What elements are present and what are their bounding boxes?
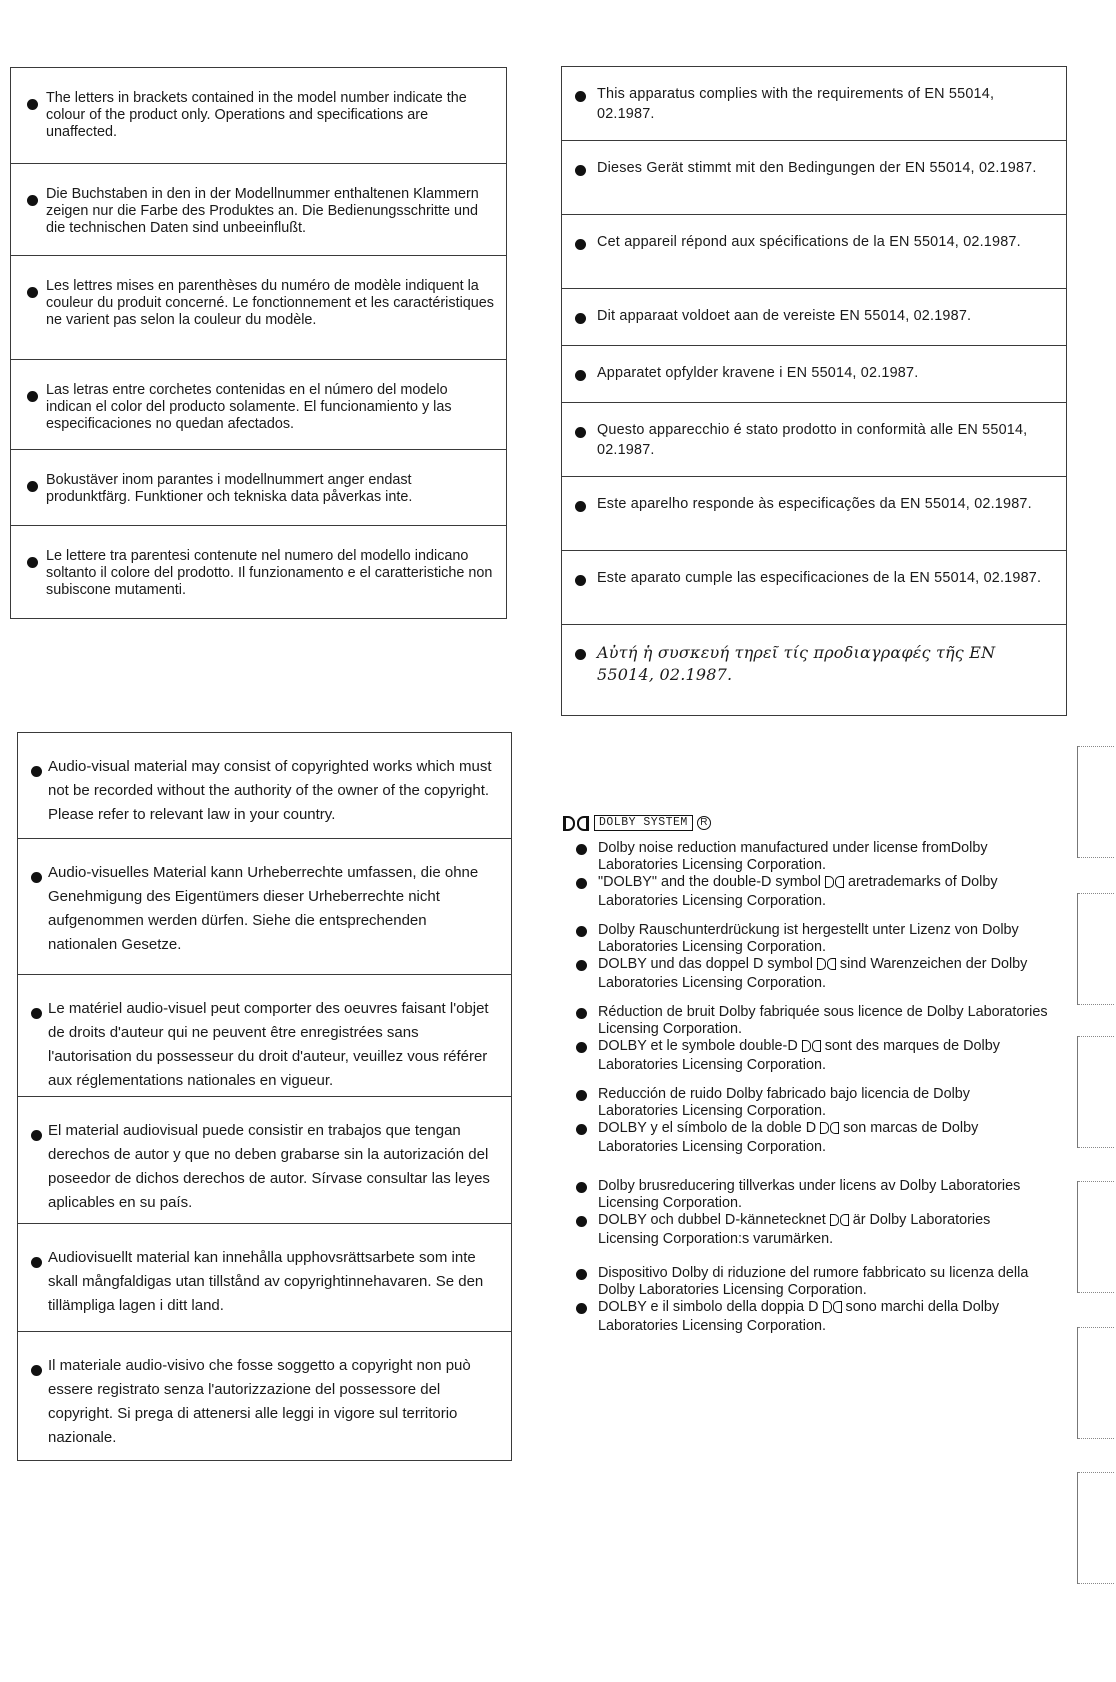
bullet-icon [31,1130,42,1141]
en55014-compliance-box [561,66,1067,716]
bullet-icon [576,1008,587,1019]
dolby-system-logo [563,812,711,834]
notice-text: Le lettere tra parentesi contenute nel numero del modello indicano soltanto il colore del prodotto. Il funzionamento e el caratteristiche non subiscone mutamenti. [46,548,493,598]
notice-item-en [11,68,506,164]
bullet-icon [576,1182,587,1193]
compliance-item-de [562,141,1066,215]
copyright-text: Audiovisuellt material kan innehålla upphovsrättsarbete som inte skall mångfaldigas utan tillstånd av copyrightinnehavaren. Se den tillämpliga lagen i ditt land. [48,1249,484,1314]
bullet-icon [575,649,586,660]
double-d-icon [820,1122,839,1139]
dolby-trademark-text: "DOLBY" and the double-D symbol [598,874,821,890]
bullet-icon [27,195,38,206]
dolby-system-label: DOLBY SYSTEM [594,815,693,831]
notice-text: Die Buchstaben in den in der Modellnummer enthaltenen Klammern zeigen nur die Farbe des Produktes an. Die Bedienungsschritte und die technischen Daten sind unbeeinflußt. [46,186,479,236]
compliance-item-nl [562,289,1066,346]
bullet-icon [576,1303,587,1314]
bullet-icon [31,1365,42,1376]
bullet-icon [576,878,587,889]
notice-item-it [11,526,506,618]
copyright-item-sv [18,1224,511,1332]
bullet-icon [575,427,586,438]
dolby-trademark-text: DOLBY e il simbolo della doppia D [598,1299,819,1315]
dolby-license-text: Dolby brusreducering tillverkas under licens av Dolby Laboratories Licensing Corporation. [598,1178,1021,1211]
bullet-icon [31,1008,42,1019]
compliance-text: Apparatet opfylder kravene i EN 55014, 02.1987. [597,365,919,381]
copyright-text: Le matériel audio-visuel peut comporter des oeuvres faisant l'objet de droits d'auteur qui ne peuvent être enregistrées sans l'autorisation du possesseur du droit d'auteur, veuillez vous référer aux réglementations nationales en vigueur. [48,1000,489,1089]
bullet-icon [31,1257,42,1268]
margin-mark [1077,1327,1078,1439]
double-d-icon [830,1214,849,1231]
bullet-icon [576,844,587,855]
bullet-icon [576,1269,587,1280]
copyright-item-en [18,733,511,839]
copyright-text: Audio-visuelles Material kann Urheberrechte umfassen, die ohne Genehmigung des Eigentümers dieser Urheberrechte nicht aufgenommen werden dürfen. Siehe die entsprechenden nationalen Gesetze. [48,864,479,953]
notice-item-fr [11,256,506,360]
copyright-item-it [18,1332,511,1446]
compliance-text: Αὐτή ἡ συσκευή τηρεῖ τίς προδιαγραφές τῆς EN 55014, 02.1987. [597,643,996,684]
compliance-item-el [562,625,1066,699]
bullet-icon [575,165,586,176]
compliance-item-es [562,551,1066,625]
dolby-group-sv: Dolby brusreducering tillverkas under licens av Dolby Laboratories Licensing Corporation. DOLBY och dubbel D-kännetecknet är Dolby Laboratories Licensing Corporation:s varumärken. [576,1178,1052,1248]
bullet-icon [575,370,586,381]
copyright-item-es [18,1097,511,1224]
dolby-license-text: Dolby Rauschunterdrückung ist hergestellt unter Lizenz von Dolby Laboratories Licensing Corporation. [598,922,1019,955]
notice-text: Las letras entre corchetes contenidas en el número del modelo indican el color del producto solamente. El funcionamiento y las especificaciones no quedan afectados. [46,382,452,432]
bullet-icon [576,1090,587,1101]
bullet-icon [31,872,42,883]
notice-item-sv [11,450,506,526]
margin-mark [1077,1036,1078,1148]
model-number-notice-box [10,67,507,619]
dolby-group-fr: Réduction de bruit Dolby fabriquée sous licence de Dolby Laboratories Licensing Corporation. DOLBY et le symbole double-D sont des marques de Dolby Laboratories Licensing Corporation. [576,1004,1052,1074]
compliance-item-it [562,403,1066,477]
margin-mark [1077,893,1078,1005]
margin-mark [1077,1472,1078,1584]
bullet-icon [576,1124,587,1135]
copyright-text: El material audiovisual puede consistir en trabajos que tengan derechos de autor y que no deben grabarse sin la autorización del poseedor de dichos derechos de autor. Sírvase consultar las leyes aplicables en su país. [48,1122,490,1211]
dolby-license-text: Reducción de ruido Dolby fabricado bajo licencia de Dolby Laboratories Licensing Corporation. [598,1086,970,1119]
margin-mark [1077,1181,1078,1293]
registered-icon: R [697,816,711,830]
copyright-notice-box [17,732,512,1461]
compliance-item-da [562,346,1066,403]
dolby-group-it: Dispositivo Dolby di riduzione del rumore fabbricato su licenza della Dolby Laboratories Licensing Corporation. DOLBY e il simbolo della doppia D sono marchi della Dolby Laboratories Licensing Corporation. [576,1265,1052,1335]
compliance-item-pt [562,477,1066,551]
bullet-icon [27,287,38,298]
copyright-text: Il materiale audio-visivo che fosse soggetto a copyright non può essere registrato senza l'autorizzazione del possessore del copyright. Si prega di attenersi alle leggi in vigore sul territorio nazionale. [48,1357,471,1446]
compliance-text: Cet appareil répond aux spécifications de la EN 55014, 02.1987. [597,234,1021,250]
notice-text: Bokustäver inom parantes i modellnummert anger endast produnktfärg. Funktioner och tekniska data påverkas inte. [46,472,413,505]
bullet-icon [576,1216,587,1227]
bullet-icon [575,313,586,324]
compliance-item-en [562,67,1066,141]
bullet-icon [575,501,586,512]
dolby-trademark-text: DOLBY och dubbel D-kännetecknet [598,1212,826,1228]
dolby-trademark-text: DOLBY et le symbole double-D [598,1038,798,1054]
dolby-group-en: Dolby noise reduction manufactured under license fromDolby Laboratories Licensing Corporation. "DOLBY" and the double-D symbol aretrademarks of Dolby Laboratories Licensing Corporation. [576,840,1052,910]
bullet-icon [575,91,586,102]
bullet-icon [27,99,38,110]
copyright-item-de [18,839,511,975]
double-d-icon [825,876,844,893]
dolby-group-de: Dolby Rauschunterdrückung ist hergestellt unter Lizenz von Dolby Laboratories Licensing Corporation. DOLBY und das doppel D symbol sind Warenzeichen der Dolby Laboratories Licensing Corporation. [576,922,1052,992]
copyright-item-fr [18,975,511,1097]
compliance-item-fr [562,215,1066,289]
notice-text: Les lettres mises en parenthèses du numéro de modèle indiquent la couleur du produit concerné. Le fonctionnement et les caractéristiques ne varient pas selon la couleur du modèle. [46,278,494,328]
bullet-icon [576,960,587,971]
dolby-group-es: Reducción de ruido Dolby fabricado bajo licencia de Dolby Laboratories Licensing Corporation. DOLBY y el símbolo de la doble D son marcas de Dolby Laboratories Licensing Corporation. [576,1086,1052,1156]
dolby-trademark-text: DOLBY und das doppel D symbol [598,956,813,972]
bullet-icon [576,1042,587,1053]
dolby-license-text: Dolby noise reduction manufactured under license fromDolby Laboratories Licensing Corporation. [598,840,988,873]
bullet-icon [576,926,587,937]
bullet-icon [575,239,586,250]
double-d-icon [563,816,575,831]
double-d-icon [823,1301,842,1318]
compliance-text: Este aparelho responde às especificações da EN 55014, 02.1987. [597,496,1032,512]
double-d-icon [817,958,836,975]
bullet-icon [27,391,38,402]
compliance-text: This apparatus complies with the requirements of EN 55014, 02.1987. [597,86,995,122]
compliance-text: Este aparato cumple las especificaciones de la EN 55014, 02.1987. [597,570,1042,586]
compliance-text: Questo apparecchio é stato prodotto in conformità alle EN 55014, 02.1987. [597,422,1028,458]
notice-item-de [11,164,506,256]
compliance-text: Dieses Gerät stimmt mit den Bedingungen der EN 55014, 02.1987. [597,160,1037,176]
double-d-icon [802,1040,821,1057]
notice-text: The letters in brackets contained in the model number indicate the colour of the product only. Operations and specifications are unaffected. [46,90,467,140]
notice-item-es [11,360,506,450]
dolby-license-text: Dispositivo Dolby di riduzione del rumore fabbricato su licenza della Dolby Laboratories Licensing Corporation. [598,1265,1029,1298]
copyright-text: Audio-visual material may consist of copyrighted works which must not be recorded without the authority of the owner of the copyright. Please refer to relevant law in your country. [48,758,492,823]
bullet-icon [27,557,38,568]
bullet-icon [27,481,38,492]
bullet-icon [31,766,42,777]
margin-mark [1077,746,1078,858]
compliance-text: Dit apparaat voldoet aan de vereiste EN 55014, 02.1987. [597,308,972,324]
dolby-license-text: Réduction de bruit Dolby fabriquée sous licence de Dolby Laboratories Licensing Corporation. [598,1004,1048,1037]
dolby-trademark-text: DOLBY y el símbolo de la doble D [598,1120,817,1136]
bullet-icon [575,575,586,586]
